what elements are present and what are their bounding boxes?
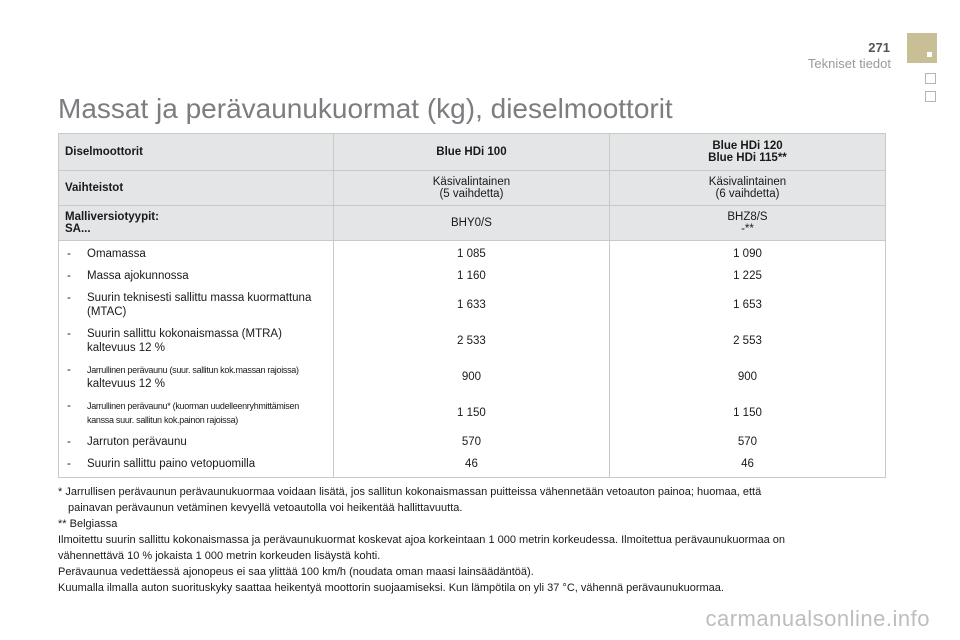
- watermark: carmanualsonline.info: [705, 606, 930, 631]
- transmission-row: [59, 171, 886, 206]
- row-label-line2: kanssa suur. sallitun kok.painon rajoissa): [87, 415, 238, 425]
- row-value: 900: [609, 359, 885, 395]
- row-value: 900: [333, 359, 609, 395]
- row-value: 1 225: [609, 265, 885, 287]
- row-label-line2: kaltevuus 12 %: [87, 378, 165, 390]
- table-row: - Suurin sallittu paino vetopuomilla 46 46: [59, 453, 886, 478]
- row-label: Suurin sallittu paino vetopuomilla: [87, 458, 256, 470]
- table-row: - Suurin teknisesti sallittu massa kuormattuna (MTAC) 1 633 1 653: [59, 287, 886, 323]
- note-paragraph: Ilmoitettu suurin sallittu kokonaismassa ja perävaunukuormat koskevat ajoa korkeintaan 1 000 metrin korkeudessa. Ilmoitettua perävaunukuormaa on: [58, 534, 786, 546]
- row-value: 1 653: [609, 287, 885, 323]
- row-value: 1 085: [333, 241, 609, 266]
- table-row: - Omamassa 1 085 1 090: [59, 241, 886, 266]
- header-engine-2: Blue HDi 120 Blue HDi 115**: [609, 134, 885, 171]
- page-number: 271: [868, 40, 890, 55]
- footnote-asterisk-cont: painavan perävaunun vetäminen kevyellä vetoautolla voi heikentää hallittavuutta.: [68, 502, 463, 514]
- transmission-1: Käsivalintainen (5 vaihdetta): [333, 171, 609, 206]
- row-label: Omamassa: [87, 248, 146, 260]
- row-label-line2: (MTAC): [87, 306, 127, 318]
- row-value: 2 533: [333, 323, 609, 359]
- row-label-line2: kaltevuus 12 %: [87, 342, 165, 354]
- row-value: 1 150: [609, 395, 885, 431]
- footnotes: [58, 484, 888, 596]
- table-row: - Massa ajokunnossa 1 160 1 225: [59, 265, 886, 287]
- chapter-tab[interactable]: [925, 91, 936, 102]
- model-label: Malliversiotyypit: SA...: [59, 206, 334, 241]
- table-row: - Jarrullinen perävaunu* (kuorman uudelleenryhmittämisen kanssa suur. sallitun kok.painon rajoissa) 1 150 1 150: [59, 395, 886, 431]
- header-engine-1: Blue HDi 100: [333, 134, 609, 171]
- row-value: 570: [333, 431, 609, 453]
- row-value: 2 553: [609, 323, 885, 359]
- row-label: Massa ajokunnossa: [87, 270, 189, 282]
- row-value: 1 633: [333, 287, 609, 323]
- mass-table: [58, 133, 886, 478]
- table-row: - Jarruton perävaunu 570 570: [59, 431, 886, 453]
- row-value: 1 160: [333, 265, 609, 287]
- model-1: BHY0/S: [333, 206, 609, 241]
- tab-marker-icon: [927, 52, 932, 57]
- row-value: 1 150: [333, 395, 609, 431]
- section-name: Tekniset tiedot: [807, 56, 891, 71]
- row-value: 46: [609, 453, 885, 478]
- note-paragraph: Kuumalla ilmalla auton suorituskyky saattaa heikentyä moottorin suojaamiseksi. Kun lämpötila on yli 37 °C, vähennä perävaunukuormaa.: [58, 582, 724, 594]
- note-paragraph: Perävaunua vedettäessä ajonopeus ei saa ylittää 100 km/h (noudata oman maasi lainsäädäntöä).: [58, 566, 534, 578]
- footnote-asterisk: * Jarrullisen perävaunun perävaunukuormaa voidaan lisätä, jos sallitun kokonaismassan puitteissa vähennetään vetoauton painoa; huomaa, että: [58, 486, 762, 498]
- table-header-row: [59, 134, 886, 171]
- transmission-label: Vaihteistot: [59, 171, 334, 206]
- chapter-tab-active[interactable]: [907, 33, 937, 63]
- row-label: Jarrullinen perävaunu (suur. sallitun kok.massan rajoissa): [87, 365, 299, 375]
- page-title: Massat ja perävaunukuormat (kg), dieselmoottorit: [58, 93, 673, 124]
- row-label: Jarruton perävaunu: [87, 436, 187, 448]
- note-paragraph: vähennettävä 10 % jokaista 1 000 metrin korkeuden lisäystä kohti.: [58, 550, 381, 562]
- row-value: 1 090: [609, 241, 885, 266]
- footnote-double-asterisk: ** Belgiassa: [58, 518, 118, 530]
- row-value: 46: [333, 453, 609, 478]
- model-row: [59, 206, 886, 241]
- table-row: - Suurin sallittu kokonaismassa (MTRA) kaltevuus 12 % 2 533 2 553: [59, 323, 886, 359]
- chapter-tab[interactable]: [925, 73, 936, 84]
- row-label: Jarrullinen perävaunu* (kuorman uudelleenryhmittämisen: [87, 401, 299, 411]
- table-row: - Jarrullinen perävaunu (suur. sallitun kok.massan rajoissa) kaltevuus 12 % 900 900: [59, 359, 886, 395]
- transmission-2: Käsivalintainen (6 vaihdetta): [609, 171, 885, 206]
- model-2: BHZ8/S -**: [609, 206, 885, 241]
- header-label: Diselmoottorit: [59, 134, 334, 171]
- row-label: Suurin sallittu kokonaismassa (MTRA): [87, 328, 282, 340]
- row-label: Suurin teknisesti sallittu massa kuormattuna: [87, 292, 312, 304]
- row-value: 570: [609, 431, 885, 453]
